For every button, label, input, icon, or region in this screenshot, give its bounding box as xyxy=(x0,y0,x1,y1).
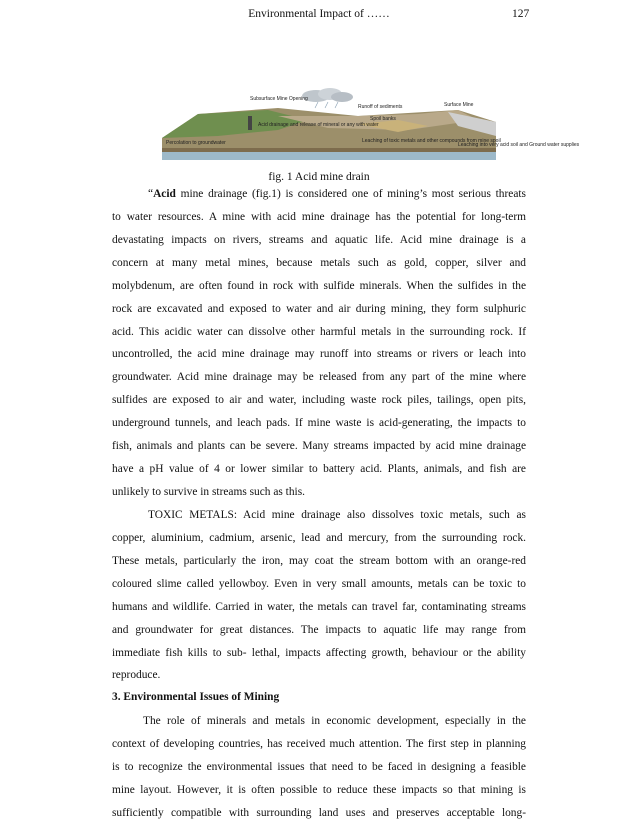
para1-line-10: sulfides are exposed to air and water, including waste rock piles, tailings, open pits, xyxy=(112,394,526,407)
para2-line-6: and groundwater for great distances. The impacts to aquatic life may range from xyxy=(112,623,526,636)
para1-line-8: uncontrolled, the acid mine drainage may runoff into streams or rivers or leach into xyxy=(112,348,526,361)
para1-line-2: to water resources. A mine with acid mine drainage has the potential for long-term xyxy=(112,210,526,223)
label-subsurface-mine-opening: Subsurface Mine Opening xyxy=(250,96,308,102)
para1-line-11: underground tunnels, and leach pads. If mine waste is acid-generating, the impacts to xyxy=(112,417,526,430)
para1-line-9: groundwater. Acid mine drainage may be released from any part of the mine where xyxy=(112,371,526,384)
section3-line-3: is to recognize the environmental issues that need to be faced in designing a feasible xyxy=(112,761,526,774)
page-number: 127 xyxy=(512,8,530,20)
label-runoff: Runoff of sediments xyxy=(358,104,403,110)
label-leaching-toxic: Leaching of toxic metals and other compounds from mine spoil xyxy=(362,138,501,144)
para1-line-14: unlikely to survive in streams such as this. xyxy=(112,486,305,499)
para2-line-5: humans and wildlife. Carried in water, the metals can travel far, contaminating streams xyxy=(112,600,526,613)
para2-line-1: TOXIC METALS: Acid mine drainage also dissolves toxic metals, such as xyxy=(148,508,526,521)
para1-line-3: devastating impacts on rivers, streams and aquatic life. Acid mine drainage is a xyxy=(112,233,526,246)
section3-line-5: sufficiently compatible with surrounding land uses and preserves acceptable long- xyxy=(112,807,526,819)
section3-line-2: context of developing countries, has received much attention. The first step in planning xyxy=(112,738,526,751)
cloud-illustration xyxy=(302,88,353,108)
para2-line-2: copper, aluminium, cadmium, arsenic, lead and mercury, from the surrounding rock. xyxy=(112,531,526,544)
running-header: Environmental Impact of …… xyxy=(248,8,390,20)
para2-line-8: reproduce. xyxy=(112,669,161,682)
para2-line-4: coloured slime called yellowboy. Even in very small amounts, metals can be toxic to xyxy=(112,577,526,590)
para1-first-word: Acid xyxy=(153,188,176,200)
section3-line-4: mine layout. However, it is often possible to reduce these impacts so that mining is xyxy=(112,784,526,797)
label-acid-drainage: Acid drainage and release of mineral or any with water xyxy=(258,122,379,128)
para1-line-7: acid. This acidic water can dissolve other harmful metals in the surrounding rock. If xyxy=(112,325,526,338)
figure-caption: fig. 1 Acid mine drain xyxy=(268,171,370,183)
label-percolation: Percolation to groundwater xyxy=(166,140,226,146)
para2-line-3: These metals, particularly the iron, may coat the stream bottom with an orange-red xyxy=(112,554,526,567)
para1-line-12: fish, animals and plants can be severe. Many streams impacted by acid mine drainage xyxy=(112,440,526,453)
section3-line-1: The role of minerals and metals in economic development, especially in the xyxy=(143,715,526,728)
section-heading: 3. Environmental Issues of Mining xyxy=(112,691,280,704)
acid-mine-drainage-figure xyxy=(158,86,580,164)
para1-line-6: rock are excavated and exposed to water and air during mining, they form sulphuric xyxy=(112,302,526,315)
para1-line-5: molybdenum, are often found in rock with sulfide minerals. When the sulfides in the xyxy=(112,279,526,292)
label-spoil-banks: Spoil banks xyxy=(370,116,396,122)
landscape-block xyxy=(162,108,496,160)
para1-line-13: have a pH value of 4 or lower similar to battery acid. Plants, animals, and fish are xyxy=(112,463,526,476)
para1-line-1: “Acid mine drainage (fig.1) is considered one of mining’s most serious threats xyxy=(148,188,526,200)
label-leaching-ground: Leaching into very acid soil and Ground water supplies xyxy=(458,142,580,148)
para2-line-7: immediate fish kills to sub- lethal, impacts affecting growth, behaviour or the ability xyxy=(112,646,526,659)
para1-line-4: concern at many metal mines, because metals such as gold, copper, silver and xyxy=(112,256,526,269)
label-surface-mine: Surface Mine xyxy=(444,102,474,108)
